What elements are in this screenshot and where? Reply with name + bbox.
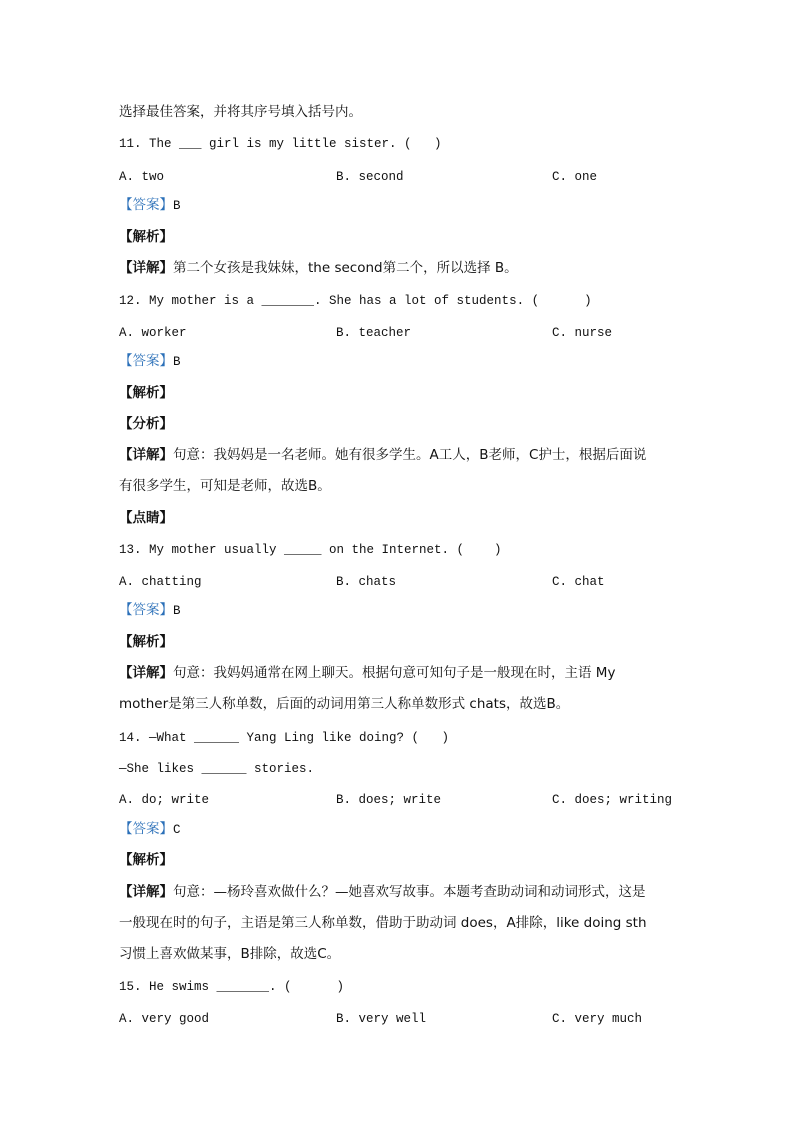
detail-label: 【详解】 bbox=[119, 884, 173, 900]
answer-label: 【答案】 bbox=[119, 353, 173, 369]
question-14-detail-line-3: 习惯上喜欢做某事，B排除，故选C。 bbox=[119, 946, 341, 962]
question-13-stem: 13. My mother usually _____ on the Internet. ( ) bbox=[119, 543, 502, 557]
question-14-stem: 14. —What ______ Yang Ling like doing? ( ) bbox=[119, 731, 450, 745]
instruction-text: 选择最佳答案，并将其序号填入括号内。 bbox=[119, 104, 362, 120]
detail-text: 第二个女孩是我妹妹，the second第二个，所以选择 B。 bbox=[173, 260, 518, 276]
question-15-option-b: B. very well bbox=[336, 1012, 427, 1026]
answer-value: B bbox=[173, 355, 181, 369]
question-14-option-c: C. does; writing bbox=[552, 793, 673, 807]
question-14-answer bbox=[119, 820, 181, 839]
detail-label: 【详解】 bbox=[119, 665, 173, 681]
question-14-option-a: A. do; write bbox=[119, 793, 210, 807]
question-14-stem-2: —She likes ______ stories. bbox=[119, 762, 315, 776]
question-12-fenxi-label: 【分析】 bbox=[119, 416, 173, 432]
question-14-detail-line-1 bbox=[119, 883, 646, 901]
answer-value: B bbox=[173, 199, 181, 213]
question-12-stem: 12. My mother is a _______. She has a lot of students. ( ) bbox=[119, 294, 592, 308]
question-11-option-c: C. one bbox=[552, 170, 598, 184]
question-15-option-a: A. very good bbox=[119, 1012, 210, 1026]
question-14-analysis-label: 【解析】 bbox=[119, 852, 173, 868]
detail-text: 句意：我妈妈是一名老师。她有很多学生。A工人，B老师，C护士，根据后面说 bbox=[173, 447, 647, 463]
answer-value: C bbox=[173, 823, 181, 837]
question-12-answer bbox=[119, 352, 181, 371]
question-13-option-b: B. chats bbox=[336, 575, 397, 589]
question-11-detail bbox=[119, 259, 518, 277]
question-15-stem: 15. He swims _______. ( ) bbox=[119, 980, 345, 994]
question-12-option-b: B. teacher bbox=[336, 326, 412, 340]
question-11-analysis-label: 【解析】 bbox=[119, 229, 173, 245]
detail-label: 【详解】 bbox=[119, 260, 173, 276]
question-11-option-a: A. two bbox=[119, 170, 165, 184]
answer-label: 【答案】 bbox=[119, 821, 173, 837]
answer-label: 【答案】 bbox=[119, 197, 173, 213]
question-13-option-a: A. chatting bbox=[119, 575, 202, 589]
question-12-dianjing-label: 【点睛】 bbox=[119, 510, 173, 526]
question-12-option-a: A. worker bbox=[119, 326, 187, 340]
detail-label: 【详解】 bbox=[119, 447, 173, 463]
question-11-answer bbox=[119, 196, 181, 215]
question-13-answer bbox=[119, 601, 181, 620]
question-13-detail-line-2: mother是第三人称单数，后面的动词用第三人称单数形式 chats，故选B。 bbox=[119, 696, 570, 712]
question-11-stem: 11. The ___ girl is my little sister. ( ) bbox=[119, 137, 442, 151]
question-12-detail-line-2: 有很多学生，可知是老师，故选B。 bbox=[119, 478, 331, 494]
question-14-option-b: B. does; write bbox=[336, 793, 442, 807]
answer-value: B bbox=[173, 604, 181, 618]
question-15-option-c: C. very much bbox=[552, 1012, 643, 1026]
question-12-option-c: C. nurse bbox=[552, 326, 613, 340]
question-12-detail-line-1 bbox=[119, 446, 646, 464]
question-13-option-c: C. chat bbox=[552, 575, 605, 589]
question-13-detail-line-1 bbox=[119, 664, 615, 682]
detail-text: 句意：我妈妈通常在网上聊天。根据句意可知句子是一般现在时，主语 My bbox=[173, 665, 616, 681]
detail-text: 句意：—杨玲喜欢做什么？—她喜欢写故事。本题考查助动词和动词形式，这是 bbox=[173, 884, 646, 900]
answer-label: 【答案】 bbox=[119, 602, 173, 618]
question-12-analysis-label: 【解析】 bbox=[119, 385, 173, 401]
question-13-analysis-label: 【解析】 bbox=[119, 634, 173, 650]
question-14-detail-line-2: 一般现在时的句子，主语是第三人称单数，借助于助动词 does，A排除，like doing sth bbox=[119, 915, 647, 931]
question-11-option-b: B. second bbox=[336, 170, 404, 184]
